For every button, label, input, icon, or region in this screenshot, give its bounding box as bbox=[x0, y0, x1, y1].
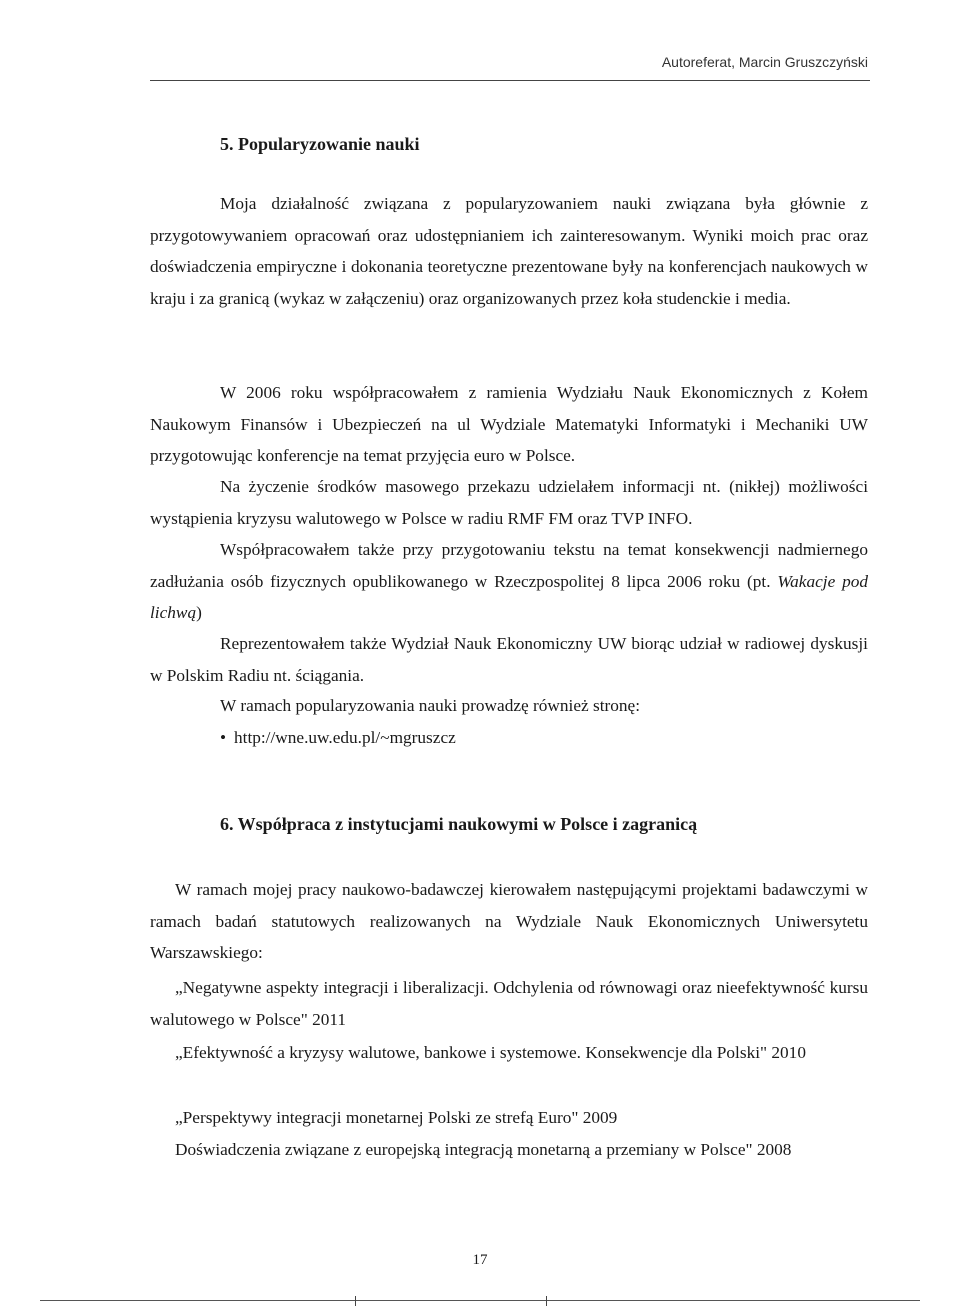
section-5-paragraph-2: W 2006 roku współpracowałem z ramienia Wydziału Nauk Ekonomicznych z Kołem Naukowym Finansów i Ubezpieczeń na ul Wydziale Matematyki Informatyki i Mechaniki UW przygotowując konferencje na temat przyjęcia euro w Polsce. bbox=[150, 383, 868, 465]
section-5-paragraph-5: Reprezentowałem także Wydział Nauk Ekonomiczny UW biorąc udział w radiowej dyskusji w Polskim Radiu nt. ściągania. bbox=[150, 634, 868, 685]
project-item-3: „Perspektywy integracji monetarnej Polski ze strefą Euro" 2009 bbox=[175, 1108, 618, 1127]
section-5-paragraph-4 bbox=[150, 534, 868, 629]
paragraph-4-close: ) bbox=[196, 603, 202, 622]
section-6-title: 6. Współpraca z instytucjami naukowymi w Polsce i zagranicą bbox=[220, 814, 698, 834]
project-item-4: Doświadczenia związane z europejską integracją monetarną a przemiany w Polsce" 2008 bbox=[175, 1140, 792, 1159]
section-5-paragraph-6: W ramach popularyzowania nauki prowadzę również stronę: bbox=[220, 696, 641, 715]
website-bullet-item bbox=[220, 722, 456, 754]
website-link[interactable]: http://wne.uw.edu.pl/~mgruszcz bbox=[234, 728, 456, 747]
header-rule bbox=[150, 80, 870, 81]
section-5-paragraph-1: Moja działalność związana z popularyzowaniem nauki związana była głównie z przygotowywaniem opracowań oraz udostępnianiem ich zainteresowanym. Wyniki moich prac oraz doświadczenia empiryczne i dokonania teoretyczne prezentowane były na konferencjach naukowych w kraju i za granicą (wykaz w załączeniu) oraz organizowanych przez koła studenckie i media. bbox=[150, 194, 868, 308]
section-5-title: 5. Popularyzowanie nauki bbox=[220, 134, 420, 154]
footer-bracket-mark bbox=[355, 1296, 547, 1306]
project-item-1: „Negatywne aspekty integracji i liberalizacji. Odchylenia od równowagi oraz nieefektywność kursu walutowego w Polsce" 2011 bbox=[150, 978, 868, 1029]
section-6-intro: W ramach mojej pracy naukowo-badawczej kierowałem następującymi projektami badawczymi w ramach badań statutowych realizowanych na Wydziale Nauk Ekonomicznych Uniwersytetu Warszawskiego: bbox=[150, 880, 868, 962]
paragraph-4-text: Współpracowałem także przy przygotowaniu tekstu na temat konsekwencji nadmiernego zadłużania osób fizycznych opublikowanego w Rzeczpospolitej 8 lipca 2006 roku (pt. bbox=[150, 540, 868, 591]
page-number: 17 bbox=[472, 1252, 488, 1268]
article-title: Wakacje pod lichwą bbox=[150, 571, 868, 622]
bullet-icon: • bbox=[220, 728, 227, 747]
project-item-2: „Efektywność a kryzysy walutowe, bankowe i systemowe. Konsekwencje dla Polski" 2010 bbox=[175, 1043, 806, 1062]
running-header: Autoreferat, Marcin Gruszczyński bbox=[661, 54, 868, 70]
section-5-paragraph-3: Na życzenie środków masowego przekazu udzielałem informacji nt. (nikłej) możliwości wystąpienia kryzysu walutowego w Polsce w radiu RMF FM oraz TVP INFO. bbox=[150, 477, 868, 528]
